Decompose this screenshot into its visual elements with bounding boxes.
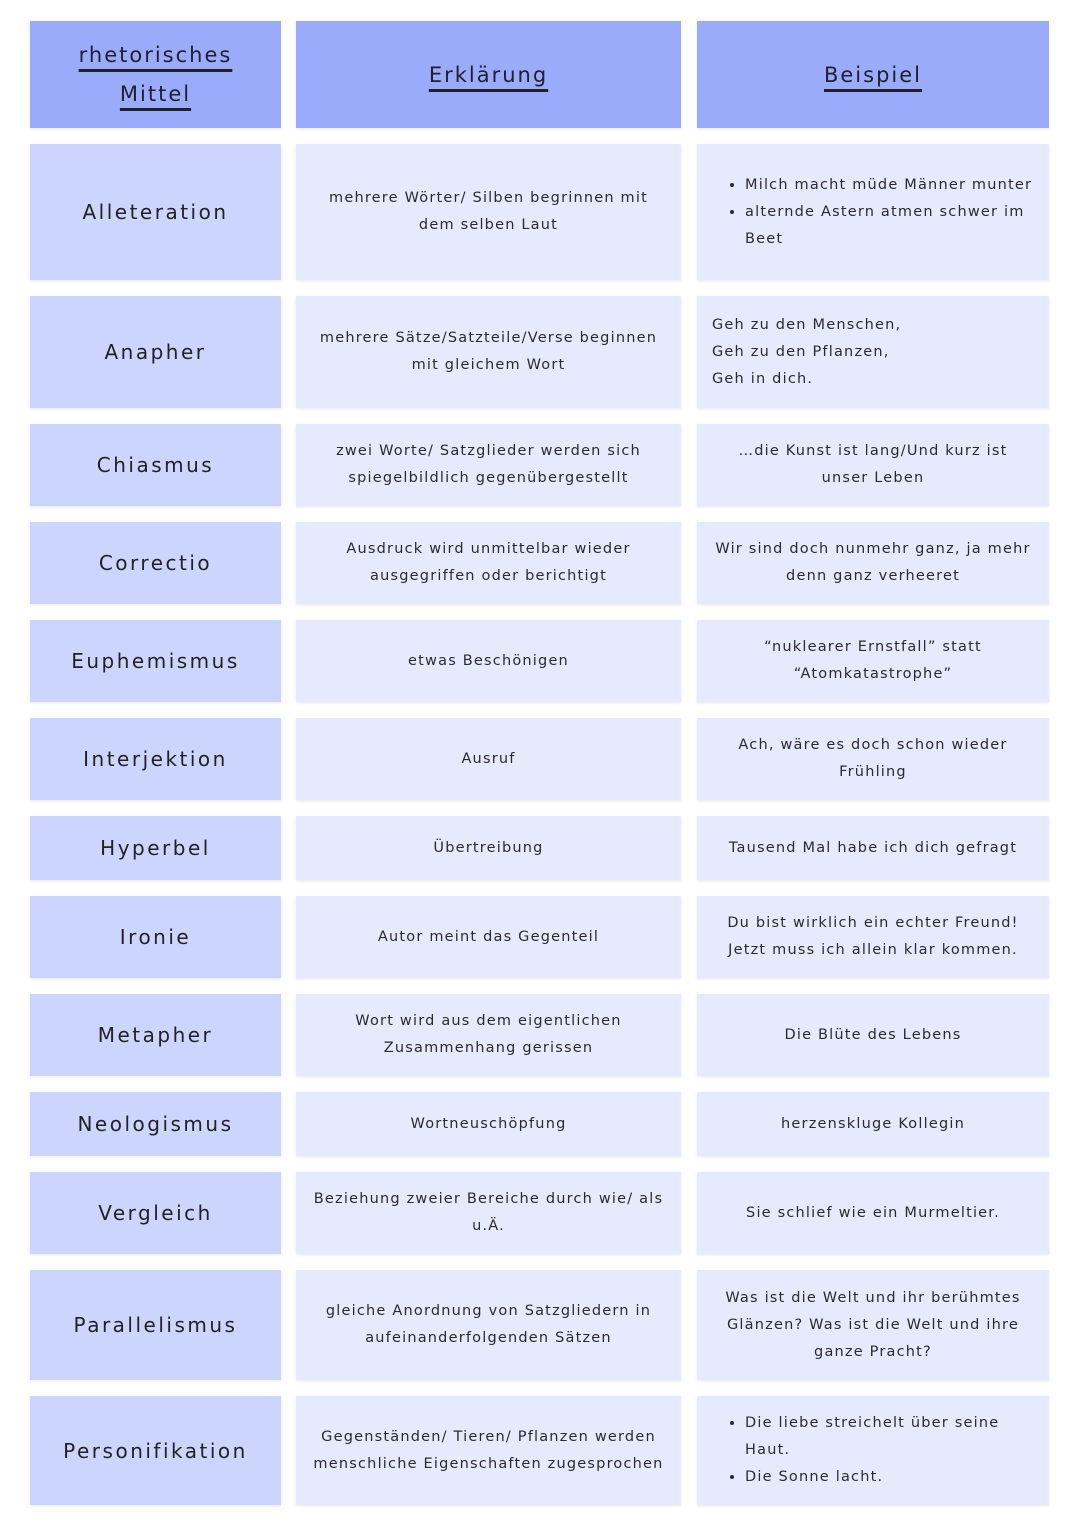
explanation-cell: [296, 620, 681, 702]
explanation-cell: [296, 296, 681, 408]
explanation-text: gleiche Anordnung von Satzgliedern in aufeinanderfolgenden Sätzen: [325, 1303, 652, 1346]
explanation-cell: [296, 896, 681, 978]
example-text: Die Blüte des Lebens: [784, 1026, 962, 1043]
explanation-text: zwei Worte/ Satzglieder werden sich spiegelbildlich gegenübergestellt: [336, 443, 641, 486]
example-text: …die Kunst ist lang/Und kurz ist unser Leben: [738, 443, 1008, 486]
example-text: “nuklearer Ernstfall” statt “Atomkatastrophe”: [764, 639, 982, 682]
explanation-cell: [296, 1092, 681, 1156]
explanation-cell: [296, 718, 681, 800]
term-cell: [30, 296, 281, 408]
term-cell: [30, 1172, 281, 1254]
explanation-text: Ausdruck wird unmittelbar wieder ausgegriffen oder berichtigt: [346, 541, 631, 584]
example-cell: [697, 896, 1049, 978]
example-line: Geh in dich.: [712, 370, 814, 387]
header-example-cell: [697, 21, 1049, 128]
explanation-cell: [296, 522, 681, 604]
example-text: Sie schlief wie ein Murmeltier.: [746, 1204, 1000, 1221]
term-label: Ironie: [119, 925, 192, 949]
term-cell: [30, 816, 281, 880]
term-label: Parallelismus: [73, 1313, 238, 1337]
explanation-cell: [296, 144, 681, 280]
explanation-cell: [296, 816, 681, 880]
header-term-line2: Mittel: [119, 81, 192, 106]
term-label: Anapher: [104, 340, 207, 364]
example-cell: [697, 620, 1049, 702]
example-cell: [697, 994, 1049, 1076]
term-cell: [30, 424, 281, 506]
header-example: Beispiel: [823, 62, 923, 87]
example-text: Was ist die Welt und ihr berühmtes Glänzen? Was ist die Welt und ihre ganze Pracht?: [725, 1289, 1021, 1360]
example-cell: [697, 1172, 1049, 1254]
example-list: [697, 1410, 1049, 1491]
term-label: Euphemismus: [71, 649, 240, 673]
example-line: Geh zu den Menschen,: [712, 316, 902, 333]
example-cell: [697, 816, 1049, 880]
example-text: Du bist wirklich ein echter Freund! Jetzt muss ich allein klar kommen.: [727, 915, 1019, 958]
example-item: • Milch macht müde Männer munter: [745, 172, 1049, 199]
example-cell: [697, 1270, 1049, 1380]
explanation-text: Autor meint das Gegenteil: [377, 928, 600, 945]
term-cell: [30, 1092, 281, 1156]
example-text: Tausend Mal habe ich dich gefragt: [728, 839, 1018, 856]
term-label: Chiasmus: [96, 453, 215, 477]
explanation-text: etwas Beschönigen: [408, 652, 569, 669]
term-label: Neologismus: [77, 1112, 234, 1136]
term-cell: [30, 718, 281, 800]
example-cell: [697, 1092, 1049, 1156]
term-cell: [30, 620, 281, 702]
explanation-cell: [296, 1172, 681, 1254]
explanation-cell: [296, 994, 681, 1076]
example-cell: [697, 424, 1049, 506]
term-label: Hyperbel: [100, 836, 211, 860]
example-line: Geh zu den Pflanzen,: [712, 343, 890, 360]
term-cell: [30, 144, 281, 280]
term-cell: [30, 896, 281, 978]
example-text: herzenskluge Kollegin: [781, 1115, 965, 1132]
term-label: Correctio: [98, 551, 213, 575]
explanation-text: Wortneuschöpfung: [410, 1115, 567, 1132]
example-item: • Die liebe streichelt über seine Haut.: [745, 1410, 1049, 1464]
example-text: Ach, wäre es doch schon wieder Frühling: [738, 737, 1008, 780]
example-item: • Die Sonne lacht.: [745, 1464, 1049, 1491]
example-cell: [697, 296, 1049, 408]
explanation-text: mehrere Sätze/Satzteile/Verse beginnen mit gleichem Wort: [319, 330, 658, 373]
example-item: • alternde Astern atmen schwer im Beet: [745, 199, 1049, 253]
explanation-text: Ausruf: [461, 750, 516, 767]
header-term-line1: rhetorisches: [78, 42, 233, 67]
example-list: [697, 172, 1049, 253]
example-text: Wir sind doch nunmehr ganz, ja mehr denn ganz verheeret: [715, 541, 1031, 584]
term-label: Interjektion: [83, 747, 228, 771]
term-label: Metapher: [97, 1023, 214, 1047]
term-cell: [30, 1270, 281, 1380]
term-label: Alleteration: [82, 200, 229, 224]
explanation-text: Beziehung zweier Bereiche durch wie/ als u.Ä.: [313, 1191, 664, 1234]
header-explanation: Erklärung: [428, 62, 549, 87]
term-cell: [30, 994, 281, 1076]
explanation-cell: [296, 1396, 681, 1505]
example-text: [712, 312, 901, 393]
example-cell: [697, 522, 1049, 604]
example-cell: [697, 144, 1049, 280]
explanation-text: Wort wird aus dem eigentlichen Zusammenhang gerissen: [355, 1013, 622, 1056]
header-explanation-cell: [296, 21, 681, 128]
explanation-text: Übertreibung: [433, 839, 544, 856]
explanation-cell: [296, 1270, 681, 1380]
term-label: Personifikation: [63, 1438, 248, 1463]
example-cell: [697, 1396, 1049, 1505]
term-label: Vergleich: [98, 1201, 213, 1225]
example-cell: [697, 718, 1049, 800]
term-cell: [30, 1396, 281, 1505]
explanation-text: mehrere Wörter/ Silben begrinnen mit dem selben Laut: [329, 190, 648, 233]
header-term-cell: [30, 21, 281, 128]
explanation-cell: [296, 424, 681, 506]
term-cell: [30, 522, 281, 604]
explanation-text: Gegenständen/ Tieren/ Pflanzen werden menschliche Eigenschaften zugesprochen: [313, 1428, 664, 1472]
